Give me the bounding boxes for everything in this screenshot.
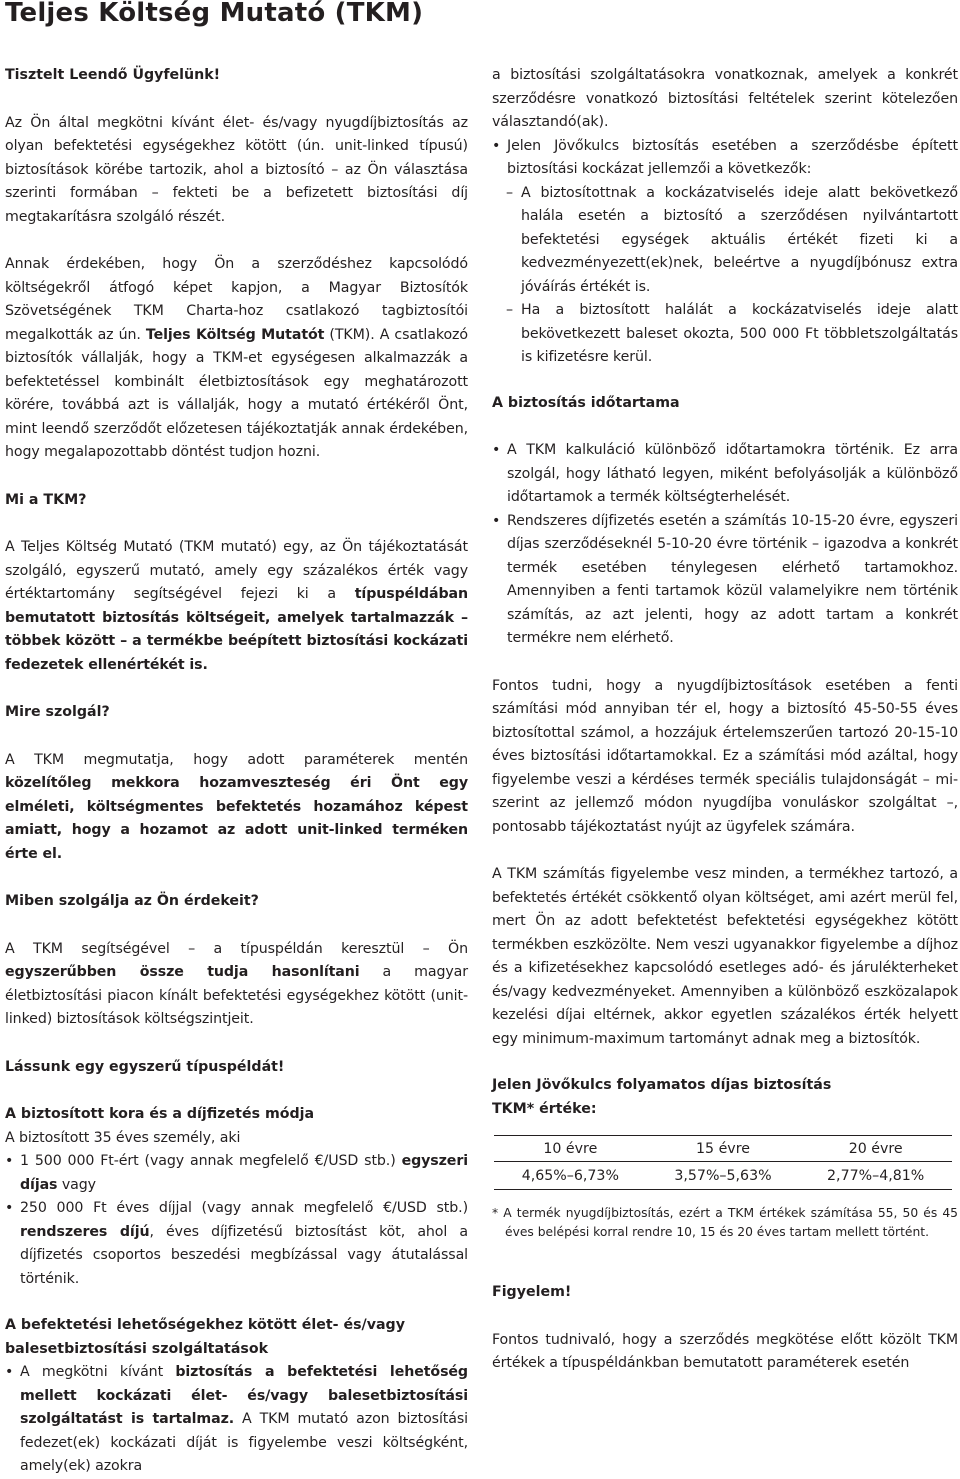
dash-item: – A biztosítottnak a kockázatviselés ideje alatt bekövetkező halála esetén a biztosító a szerződésen nyilvántartott befektetési egységek aktuális értékét fizeti ki a kedvezményezett(ek)nek, beleértve a nyugdíjbónusz extra jóváírás értékét is. [492, 182, 958, 300]
szamitas-paragraph: A TKM számítás figyelembe vesz minden, a termékhez tartozó, a befektetés értékét csökkentő olyan költséget, ami azért merül fel, mert Ön az adott befektetést befektetési egységekhez kötött termékben eszközölte. Nem veszi ugyanakkor figyelembe a díjhoz és a kifizetésekhez kapcsolódó esetleges adó- és járulékterheket és/vagy kedvezményeket. Amennyiben a különböző eszközalapok kezelési díjai eltérnek, akkor egyetlen százalékos érték helyett egy minimum-maximum tartományt adnak meg a biztosítók. [492, 866, 958, 1047]
heading-befektetesi-szolgaltatasok: A befektetési lehetőségekhez kötött élet- és/vagy balesetbiztosítási szolgáltatások [5, 1317, 405, 1357]
b1-text-b: /USD stb.) [323, 1153, 402, 1169]
right-column [492, 64, 958, 1376]
heading-lassunk: Lássunk egy egyszerű típuspéldát! [5, 1058, 285, 1075]
miben-text-bold: egyszerűbben össze tudja hasonlítani [5, 964, 360, 980]
heading-jelen-tkm [492, 1074, 958, 1121]
list-item [5, 1197, 468, 1291]
b3-text-bold: biztosítás a befektetési lehetőség mellett kockázati élet- és/vagy balesetbiztosítási szolgáltatást is tartalmaz. [20, 1364, 468, 1427]
mi-text-a: A Teljes Költség Mutató (TKM mutató) egy, az Ön tájékoztatását szolgáló, egyszerű mutató, amely egy százalékos érték vagy értéktartomány segítségével fejezi ki a [5, 539, 468, 602]
heading-mire-szolgal: Mire szolgál? [5, 704, 110, 720]
b1-text-bold: egyszeri díjas [20, 1153, 468, 1193]
table-cell: 3,57%–5,63% [647, 1162, 800, 1190]
table-header-cell: 10 évre [494, 1136, 647, 1162]
mire-text-bold: közelítőleg mekkora hozamveszteség éri Önt egy elméleti, költségmentes befektetés hozamához képest amiatt, hogy a hozamot az adott unit-linked terméken érte el. [5, 775, 468, 862]
heading-miben-szolgalja: Miben szolgálja az Ön érdekeit? [5, 893, 259, 909]
heading-idotartam: A biztosítás időtartama [492, 394, 680, 411]
intro-paragraph: Az Ön által megkötni kívánt élet- és/vagy nyugdíjbiztosítás az olyan befektetési egységekhez kötött (ún. unit-linked típusú) biztosítások körébe tartozik, ahol a biztosító – az Ön választása szerinti formában – fekteti be a befizetett biztosítási díj megtakarításra szolgáló részét. [5, 114, 468, 225]
jelen-list [492, 135, 958, 370]
list-item [5, 1361, 468, 1479]
miben-paragraph [5, 938, 468, 1032]
footnote: * A termék nyugdíjbiztosítás, ezért a TKM értékek számítása 55, 50 és 45 éves belépési korral rendre 10, 15 és 20 éves tartam mellett történt. [492, 1206, 958, 1239]
tkm-name-bold: Teljes Költség Mutatót [145, 326, 325, 343]
jelen-bullet-text: Jelen Jövőkulcs biztosítás esetében a szerződésbe épített biztosítási kockázat jellemzői a következők: [507, 137, 958, 177]
heading-kor-dijfizetes: A biztosított kora és a díjfizetés módja [5, 1106, 315, 1122]
euro-icon: € [383, 1200, 393, 1216]
dash-item: – Ha a biztosított halálát a kockázatviselés ideje alatt bekövetkezett baleset okozta, 500 000 Ft többletszolgáltatás is kifizetésre kerül. [492, 299, 958, 370]
dijfizetes-list [5, 1150, 468, 1291]
mire-szolgal-paragraph [5, 749, 468, 867]
list-item [492, 135, 958, 370]
b3-text-a: A megkötni kívánt [20, 1364, 176, 1380]
list-item [5, 1150, 468, 1197]
b2-text-b: /USD stb.) [392, 1200, 468, 1216]
b1-text-d: vagy [57, 1176, 96, 1193]
mi-a-tkm-paragraph [5, 536, 468, 677]
heading-jelen-line1: Jelen Jövőkulcs folyamatos díjas biztosítás [492, 1077, 832, 1093]
b2-text-d: , éves díjfizetésű biztosítást köt, ahol a díjfizetés csoportos beszedési megbízással vagy átutalással történik. [20, 1223, 468, 1287]
table-row [494, 1162, 952, 1190]
list-item: • Rendszeres díjfizetés esetén a számítás 10-15-20 évre, egyszeri díjas szerződéseknél 5-10-20 évre történik – igazodva a konkrét termék esetében ténylegesen elérhető tartamokhoz. Amennyiben a fenti tartamok közül valamelyikre nem történik számítás, az azt jelenti, hogy az adott tartam a konkrét termékre nem elérhető. [492, 510, 958, 651]
heading-jelen-line2: TKM* értéke: [492, 1100, 597, 1117]
b3-text-c: A TKM mutató azon biztosítási fedezet(ek) kockázati díját is figyelembe veszi költségként, amely(ek) azokra [20, 1411, 468, 1474]
tkm-charta-paragraph [5, 253, 468, 465]
miben-text-a: A TKM segítségével – a típuspéldán keresztül – Ön [5, 940, 468, 957]
fontos-paragraph: Fontos tudni, hogy a nyugdíjbiztosítások esetében a fenti számítási mód annyiban tér el, hogy a biztosító 45-50-55 éves biztosítottal számol, a hozzájuk értelemszerűen tartozó 20-15-10 éves biztosítási időtartamokkal. Ez a számítási mód azáltal, hogy figyelembe veszi a kérdéses termék speciális tulajdonságát – mi-szerint az jellemző módon nyugdíjba vonuláskor szolgáltat –, pontosabb tájékoztatást nyújt az ügyfelek számára. [492, 677, 958, 835]
mi-text-bold: típuspéldában bemutatott biztosítás költségeit, amelyek tartalmazzák – többek között – a termékbe beépített biztosítási kockázati fedezetek ellenértékét is. [5, 586, 468, 673]
figyelem-paragraph: Fontos tudnivaló, hogy a szerződés megkötése előtt közölt TKM értékek a típuspéldánkban bemutatott paraméterek esetén [492, 1331, 958, 1371]
tkm-charta-text-c: (TKM). A csatlakozó biztosítók vállalják, hogy a TKM-et egységesen alkalmazzák a befektetéssel kombinált életbiztosítások egy meghatározott körére, továbbá azt is vállalják, hogy a mutató értékéről Önt, mint leendő szerződőt előzetesen tájékoztatják annak érdekében, hogy megalapozottabb döntést tudjon hozni. [5, 326, 468, 460]
mire-text-a: A TKM megmutatja, hogy adott paraméterek mentén [5, 751, 468, 768]
continuation-paragraph: a biztosítási szolgáltatásokra vonatkoznak, amelyek a konkrét szerződésre vonatkozó biztosítási feltételek szerint kötelezően választandó(ak). [492, 67, 958, 130]
euro-icon: € [314, 1153, 324, 1169]
table-header-cell: 15 évre [647, 1136, 800, 1162]
tkm-charta-text-a: Annak érdekében, hogy Ön a szerződéshez kapcsolódó költségekről átfogó képet kapjon, a Magyar Biztosítók Szövetségének TKM Charta-hoz csatlakozó tagbiztosítói megalkották az ún. [5, 256, 468, 343]
idotartam-list [492, 439, 958, 651]
table-cell: 2,77%–4,81% [799, 1162, 952, 1190]
list-item: • A TKM kalkuláció különböző időtartamokra történik. Ez arra szolgál, hogy látható legyen, miként befolyásolják a különböző időtartamok a termék költségterhelését. [492, 439, 958, 510]
table-header-row [494, 1136, 952, 1162]
miben-text-c: a magyar életbiztosítási piacon kínált befektetési egységekhez kötött (unit-linked) biztosítások költségszintjeit. [5, 964, 469, 1027]
page-title: Teljes Költség Mutató (TKM) [5, 0, 424, 28]
b2-text-bold: rendszeres díjú [20, 1223, 150, 1240]
befektetesi-list [5, 1361, 468, 1479]
table-cell: 4,65%–6,73% [494, 1162, 647, 1190]
risk-dash-list [492, 182, 958, 370]
tkm-table [494, 1135, 952, 1190]
heading-figyelem: Figyelem! [492, 1284, 572, 1300]
left-column [5, 64, 468, 1479]
b2-text-a: 250 000 Ft éves díjjal (vagy annak megfelelő [20, 1200, 384, 1216]
heading-mi-a-tkm: Mi a TKM? [5, 491, 87, 508]
greeting: Tisztelt Leendő Ügyfelünk! [5, 67, 221, 83]
kor-line: A biztosított 35 éves személy, aki [5, 1129, 241, 1146]
table-header-cell: 20 évre [799, 1136, 952, 1162]
b1-text-a: 1 500 000 Ft-ért (vagy annak megfelelő [20, 1153, 315, 1169]
